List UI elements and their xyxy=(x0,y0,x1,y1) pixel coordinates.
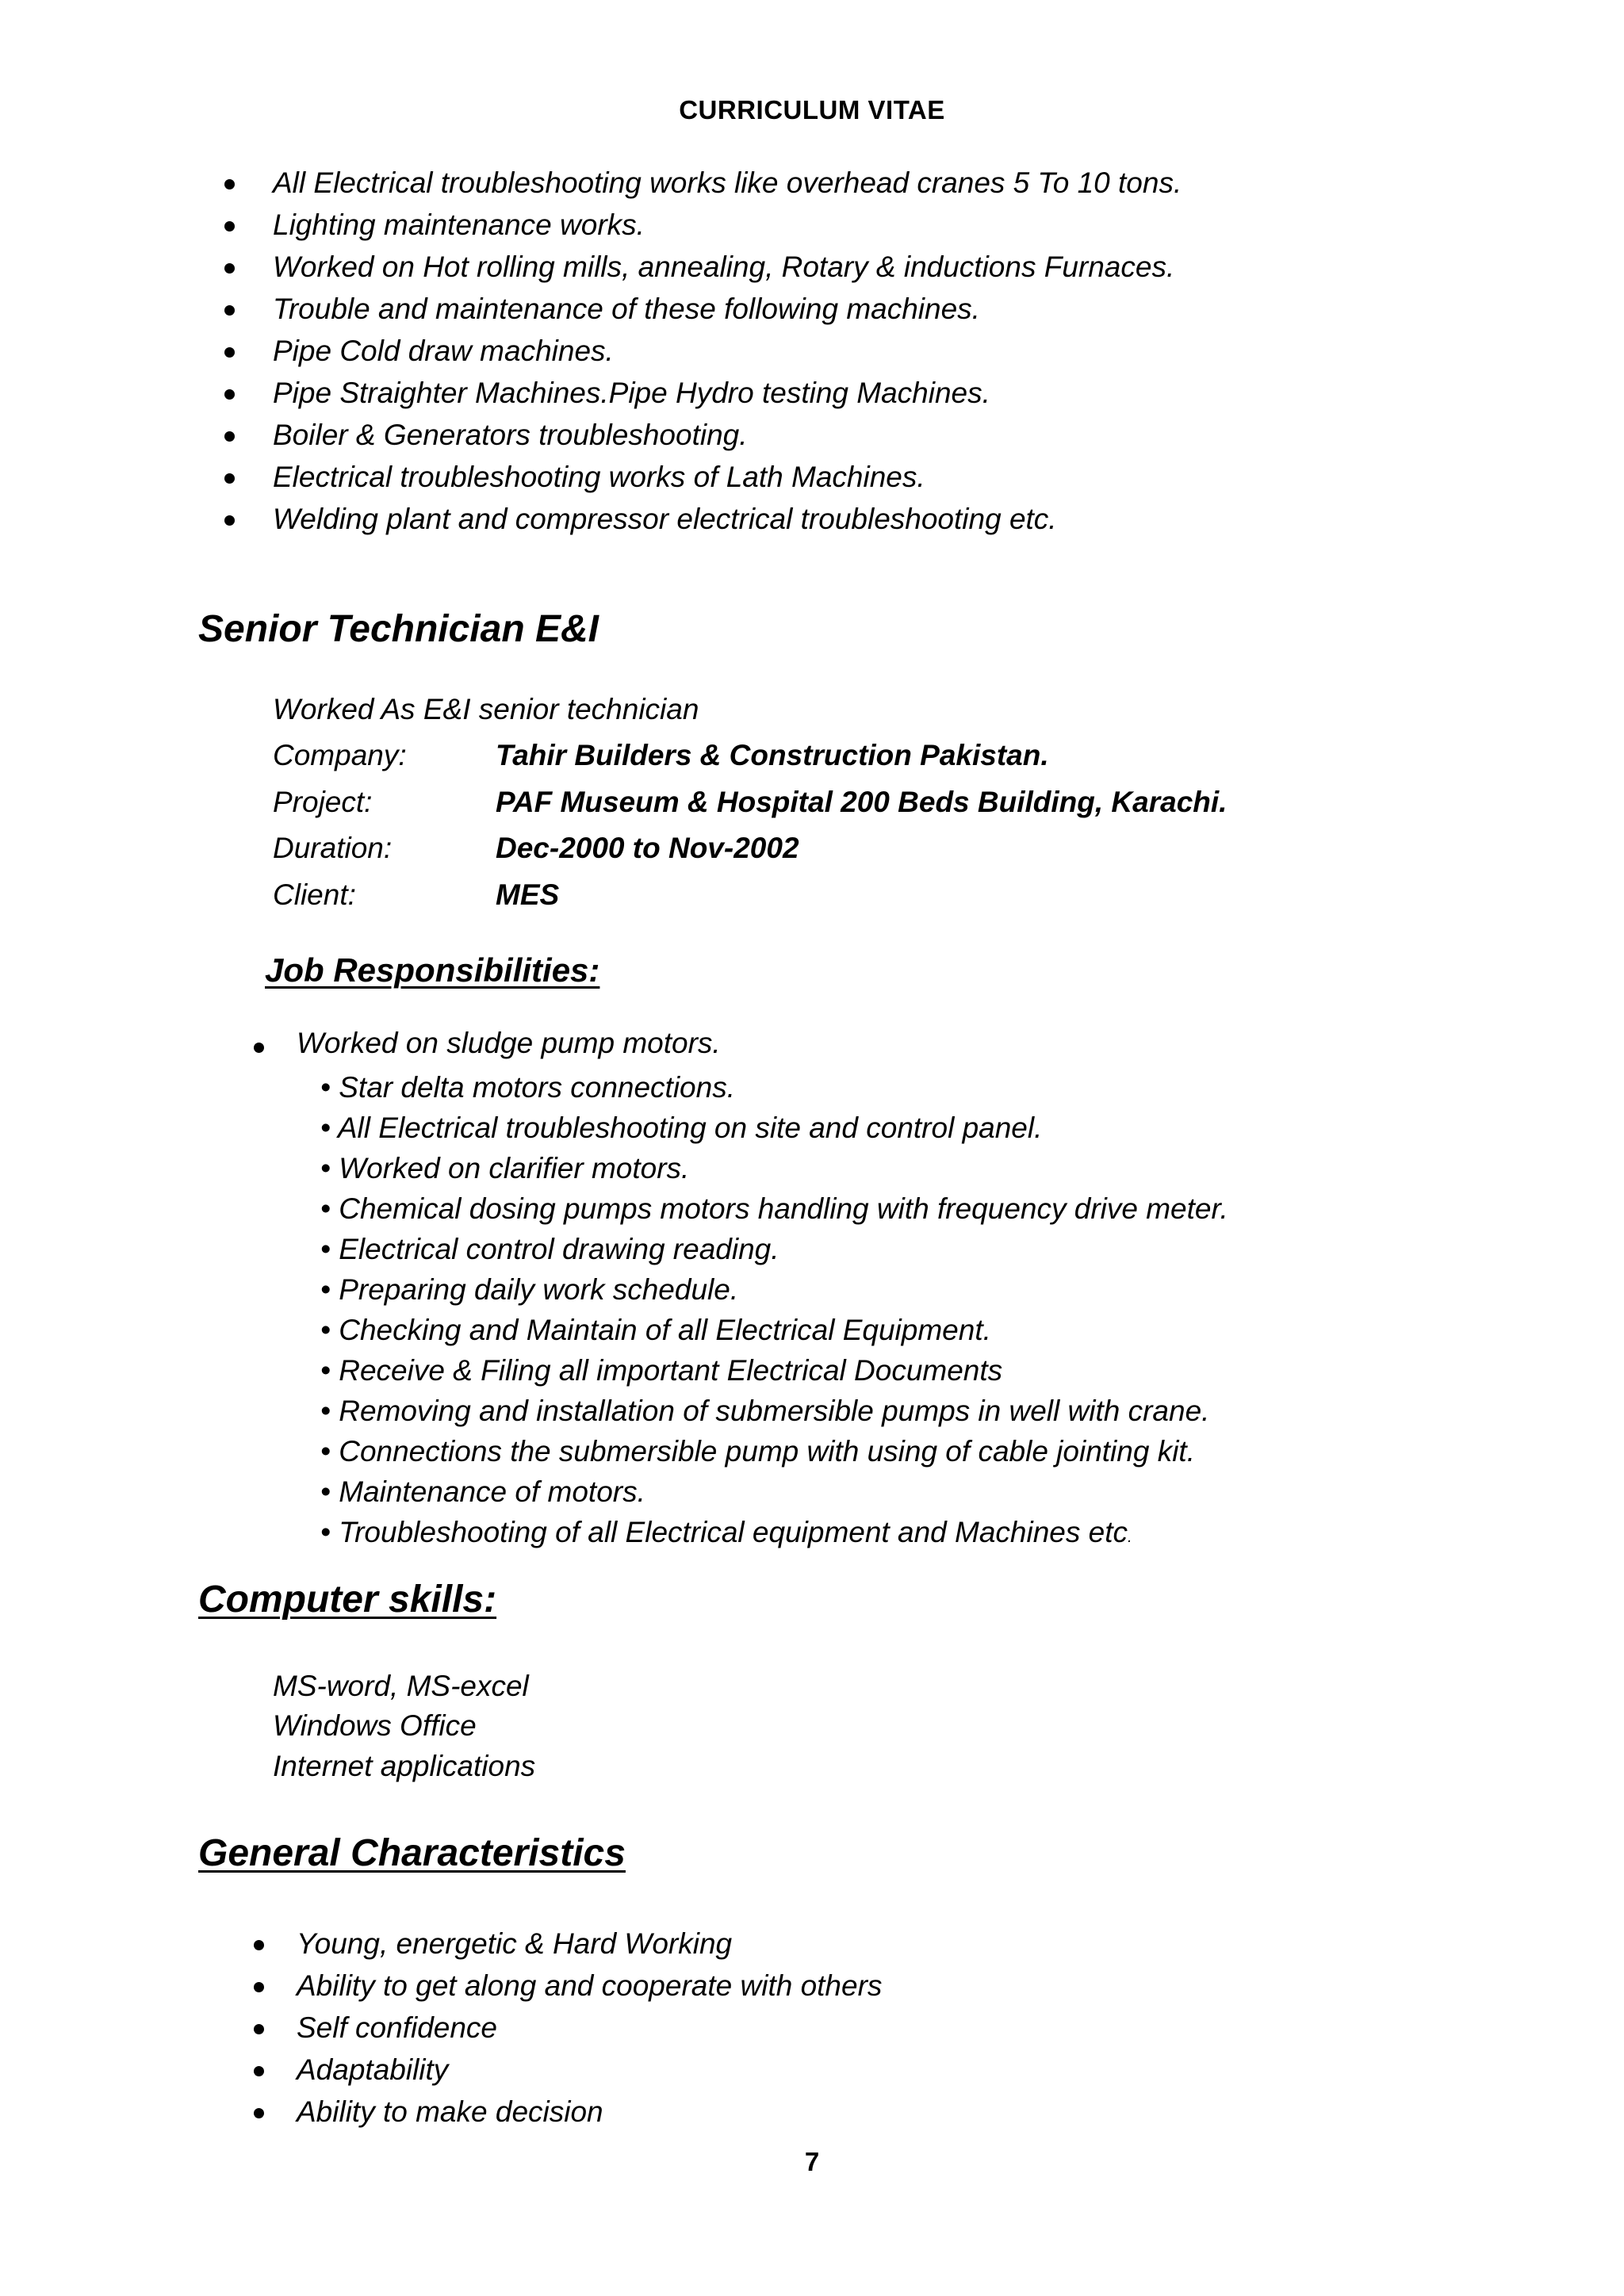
list-item: Pipe Straighter Machines.Pipe Hydro testing Machines. xyxy=(273,372,1182,414)
list-item: Ability to get along and cooperate with others xyxy=(297,1965,882,2007)
bullet-icon xyxy=(224,263,235,274)
list-item: Electrical troubleshooting works of Lath Machines. xyxy=(273,456,1182,498)
characteristics-list xyxy=(297,1923,882,2133)
bullet-icon xyxy=(224,473,235,484)
bullet-icon xyxy=(254,1043,264,1053)
job-first-responsibility: Worked on sludge pump motors. xyxy=(297,1027,721,1060)
list-item: Ability to make decision xyxy=(297,2091,882,2133)
list-item: • Preparing daily work schedule. xyxy=(320,1273,739,1306)
trailing-period: . xyxy=(1128,1529,1132,1546)
page-header-title: CURRICULUM VITAE xyxy=(679,95,945,124)
list-item: Young, energetic & Hard Working xyxy=(297,1923,882,1965)
list-item: • Star delta motors connections. xyxy=(320,1071,735,1104)
work-bullet-list xyxy=(273,162,1182,540)
computer-skills-heading: Computer skills: xyxy=(198,1578,497,1621)
list-item: Adaptability xyxy=(297,2049,882,2091)
detail-label: Project: xyxy=(273,786,373,818)
computer-skill-item: MS-word, MS-excel xyxy=(273,1670,529,1702)
detail-label: Company: xyxy=(273,739,407,771)
job-responsibility-list xyxy=(320,1067,1228,1558)
detail-value: MES xyxy=(496,878,560,911)
list-item: Boiler & Generators troubleshooting. xyxy=(273,414,1182,456)
list-item: Pipe Cold draw machines. xyxy=(273,330,1182,372)
bullet-icon xyxy=(254,2066,264,2076)
list-item: • Chemical dosing pumps motors handling with frequency drive meter. xyxy=(320,1192,1228,1225)
bullet-icon xyxy=(224,515,235,526)
list-item: • Connections the submersible pump with using of cable jointing kit. xyxy=(320,1435,1195,1468)
bullet-icon xyxy=(254,1940,264,1950)
list-item: Self confidence xyxy=(297,2007,882,2049)
list-item: • Worked on clarifier motors. xyxy=(320,1152,690,1184)
computer-skill-item: Windows Office xyxy=(273,1709,477,1742)
list-item: Worked on Hot rolling mills, annealing, Rotary & inductions Furnaces. xyxy=(273,246,1182,288)
list-item: • All Electrical troubleshooting on site and control panel. xyxy=(320,1112,1043,1144)
job-responsibilities-heading: Job Responsibilities: xyxy=(265,951,600,989)
bullet-icon xyxy=(224,389,235,400)
detail-value: Dec-2000 to Nov-2002 xyxy=(496,832,799,864)
detail-label: Duration: xyxy=(273,832,393,864)
detail-label: Client: xyxy=(273,878,356,911)
list-item: • Receive & Filing all important Electrical Documents xyxy=(320,1354,1003,1387)
senior-intro-text: Worked As E&I senior technician xyxy=(273,693,699,725)
list-item: • Removing and installation of submersible pumps in well with crane. xyxy=(320,1395,1210,1427)
detail-value: PAF Museum & Hospital 200 Beds Building, Karachi. xyxy=(496,786,1228,818)
bullet-icon xyxy=(224,221,235,232)
list-item: • Electrical control drawing reading. xyxy=(320,1233,779,1265)
computer-skill-item: Internet applications xyxy=(273,1750,536,1782)
bullet-icon xyxy=(254,2108,264,2118)
list-item: • Maintenance of motors. xyxy=(320,1475,645,1508)
bullet-icon xyxy=(224,179,235,189)
list-item: • Checking and Maintain of all Electrical Equipment. xyxy=(320,1314,991,1346)
bullet-icon xyxy=(254,2024,264,2034)
list-item: Welding plant and compressor electrical troubleshooting etc. xyxy=(273,498,1182,540)
list-item: All Electrical troubleshooting works like overhead cranes 5 To 10 tons. xyxy=(273,162,1182,204)
list-item: • Troubleshooting of all Electrical equipment and Machines etc. xyxy=(320,1516,1132,1548)
page-number: 7 xyxy=(804,2147,820,2176)
list-item: Trouble and maintenance of these following machines. xyxy=(273,288,1182,330)
bullet-icon xyxy=(224,431,235,442)
bullet-icon xyxy=(224,347,235,358)
general-characteristics-heading: General Characteristics xyxy=(198,1832,626,1874)
list-item: Lighting maintenance works. xyxy=(273,204,1182,246)
bullet-icon xyxy=(224,305,235,316)
senior-technician-heading: Senior Technician E&I xyxy=(198,608,599,650)
detail-value: Tahir Builders & Construction Pakistan. xyxy=(496,739,1049,771)
bullet-icon xyxy=(254,1982,264,1992)
